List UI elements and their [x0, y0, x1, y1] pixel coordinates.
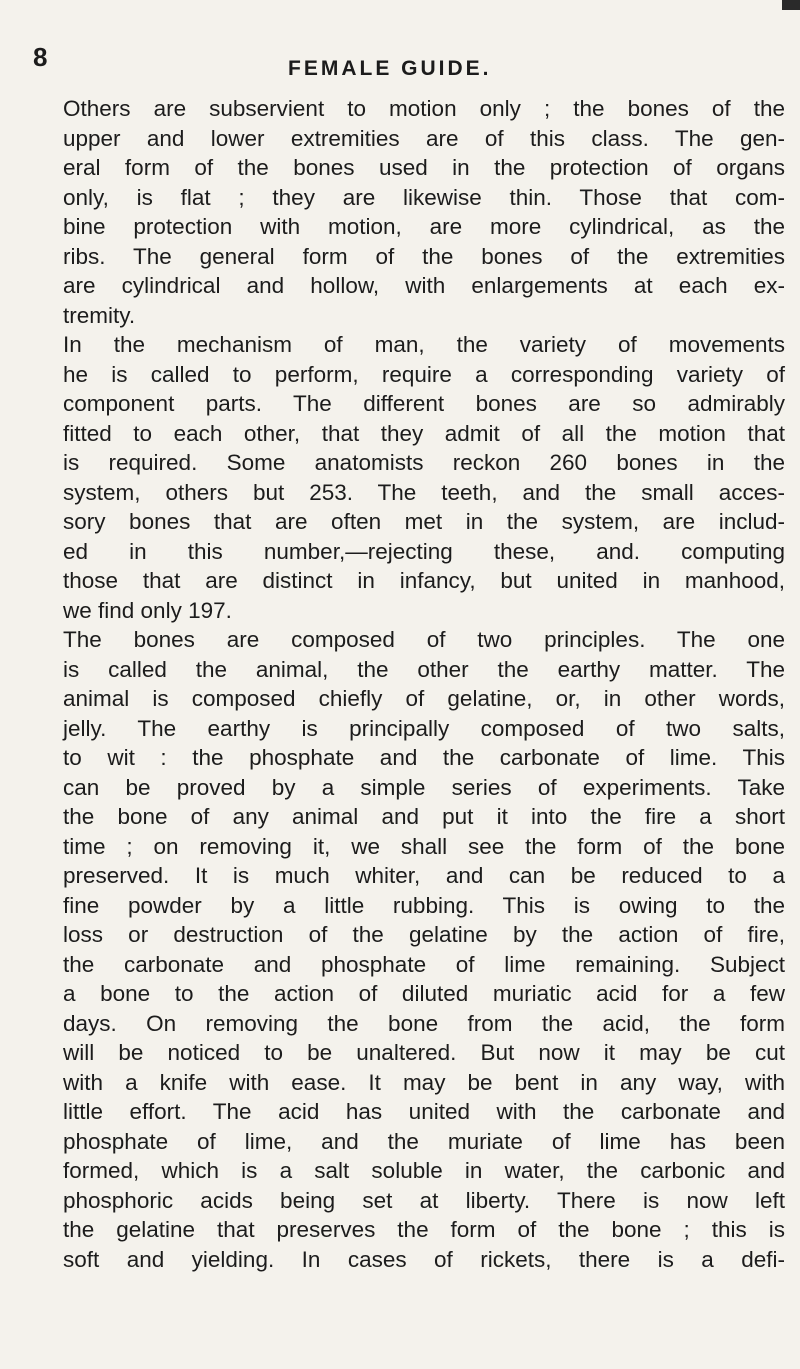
scan-edge-mark [782, 0, 800, 10]
text-line: preserved. It is much whiter, and can be reduced to a [63, 863, 785, 888]
text-line: only, is flat ; they are likewise thin. Those that com- [63, 184, 785, 210]
page-number: 8 [33, 42, 48, 72]
text-line: The bones are composed of two principles. The one [63, 627, 785, 652]
text-line: jelly. The earthy is principally composed of two salts, [63, 715, 785, 741]
body-text [63, 94, 785, 1274]
text-line: a bone to the action of diluted muriatic acid for a few [63, 981, 785, 1006]
text-line: the carbonate and phosphate of lime remaining. Subject [63, 951, 785, 977]
text-line: tremity. [63, 302, 136, 328]
text-line: component parts. The different bones are so admirably [63, 391, 785, 416]
text-line: those that are distinct in infancy, but united in manhood, [63, 568, 785, 593]
text-line: is called the animal, the other the earthy matter. The [63, 656, 785, 682]
text-line: phosphoric acids being set at liberty. There is now left [63, 1187, 785, 1213]
text-line: animal is composed chiefly of gelatine, or, in other words, [63, 686, 785, 711]
text-line: phosphate of lime, and the muriate of lime has been [63, 1128, 785, 1154]
text-line: days. On removing the bone from the acid, the form [63, 1010, 785, 1036]
text-line: will be noticed to be unaltered. But now it may be cut [63, 1040, 785, 1065]
text-line: the bone of any animal and put it into the fire a short [63, 804, 785, 829]
text-line: formed, which is a salt soluble in water, the carbonic and [63, 1158, 785, 1183]
text-line: In the mechanism of man, the variety of movements [63, 332, 785, 357]
text-line: sory bones that are often met in the system, are includ- [63, 509, 785, 534]
running-title: FEMALE GUIDE. [288, 57, 492, 80]
text-line: loss or destruction of the gelatine by the action of fire, [63, 922, 785, 947]
text-line: fine powder by a little rubbing. This is owing to the [63, 892, 785, 918]
text-line: system, others but 253. The teeth, and the small acces- [63, 479, 785, 505]
text-line: little effort. The acid has united with the carbonate and [63, 1099, 785, 1124]
text-line: the gelatine that preserves the form of the bone ; this is [63, 1217, 785, 1242]
text-line: he is called to perform, require a corresponding variety of [63, 361, 785, 387]
text-line: we find only 197. [63, 597, 232, 623]
text-line: bine protection with motion, are more cylindrical, as the [63, 214, 785, 239]
text-line: time ; on removing it, we shall see the form of the bone [63, 833, 785, 859]
text-line: soft and yielding. In cases of rickets, there is a defi- [63, 1246, 785, 1272]
text-line: can be proved by a simple series of experiments. Take [63, 774, 785, 800]
text-line: ribs. The general form of the bones of the extremities [63, 243, 785, 269]
text-line: ed in this number,—rejecting these, and. computing [63, 538, 785, 564]
text-line: to wit : the phosphate and the carbonate of lime. This [63, 745, 785, 770]
text-line: Others are subservient to motion only ; the bones of the [63, 96, 785, 121]
text-line: is required. Some anatomists reckon 260 bones in the [63, 450, 785, 475]
text-line: fitted to each other, that they admit of all the motion that [63, 420, 785, 446]
text-line: upper and lower extremities are of this class. The gen- [63, 125, 785, 151]
text-line: eral form of the bones used in the protection of organs [63, 155, 785, 180]
text-line: with a knife with ease. It may be bent in any way, with [63, 1069, 785, 1095]
text-line: are cylindrical and hollow, with enlargements at each ex- [63, 273, 785, 298]
